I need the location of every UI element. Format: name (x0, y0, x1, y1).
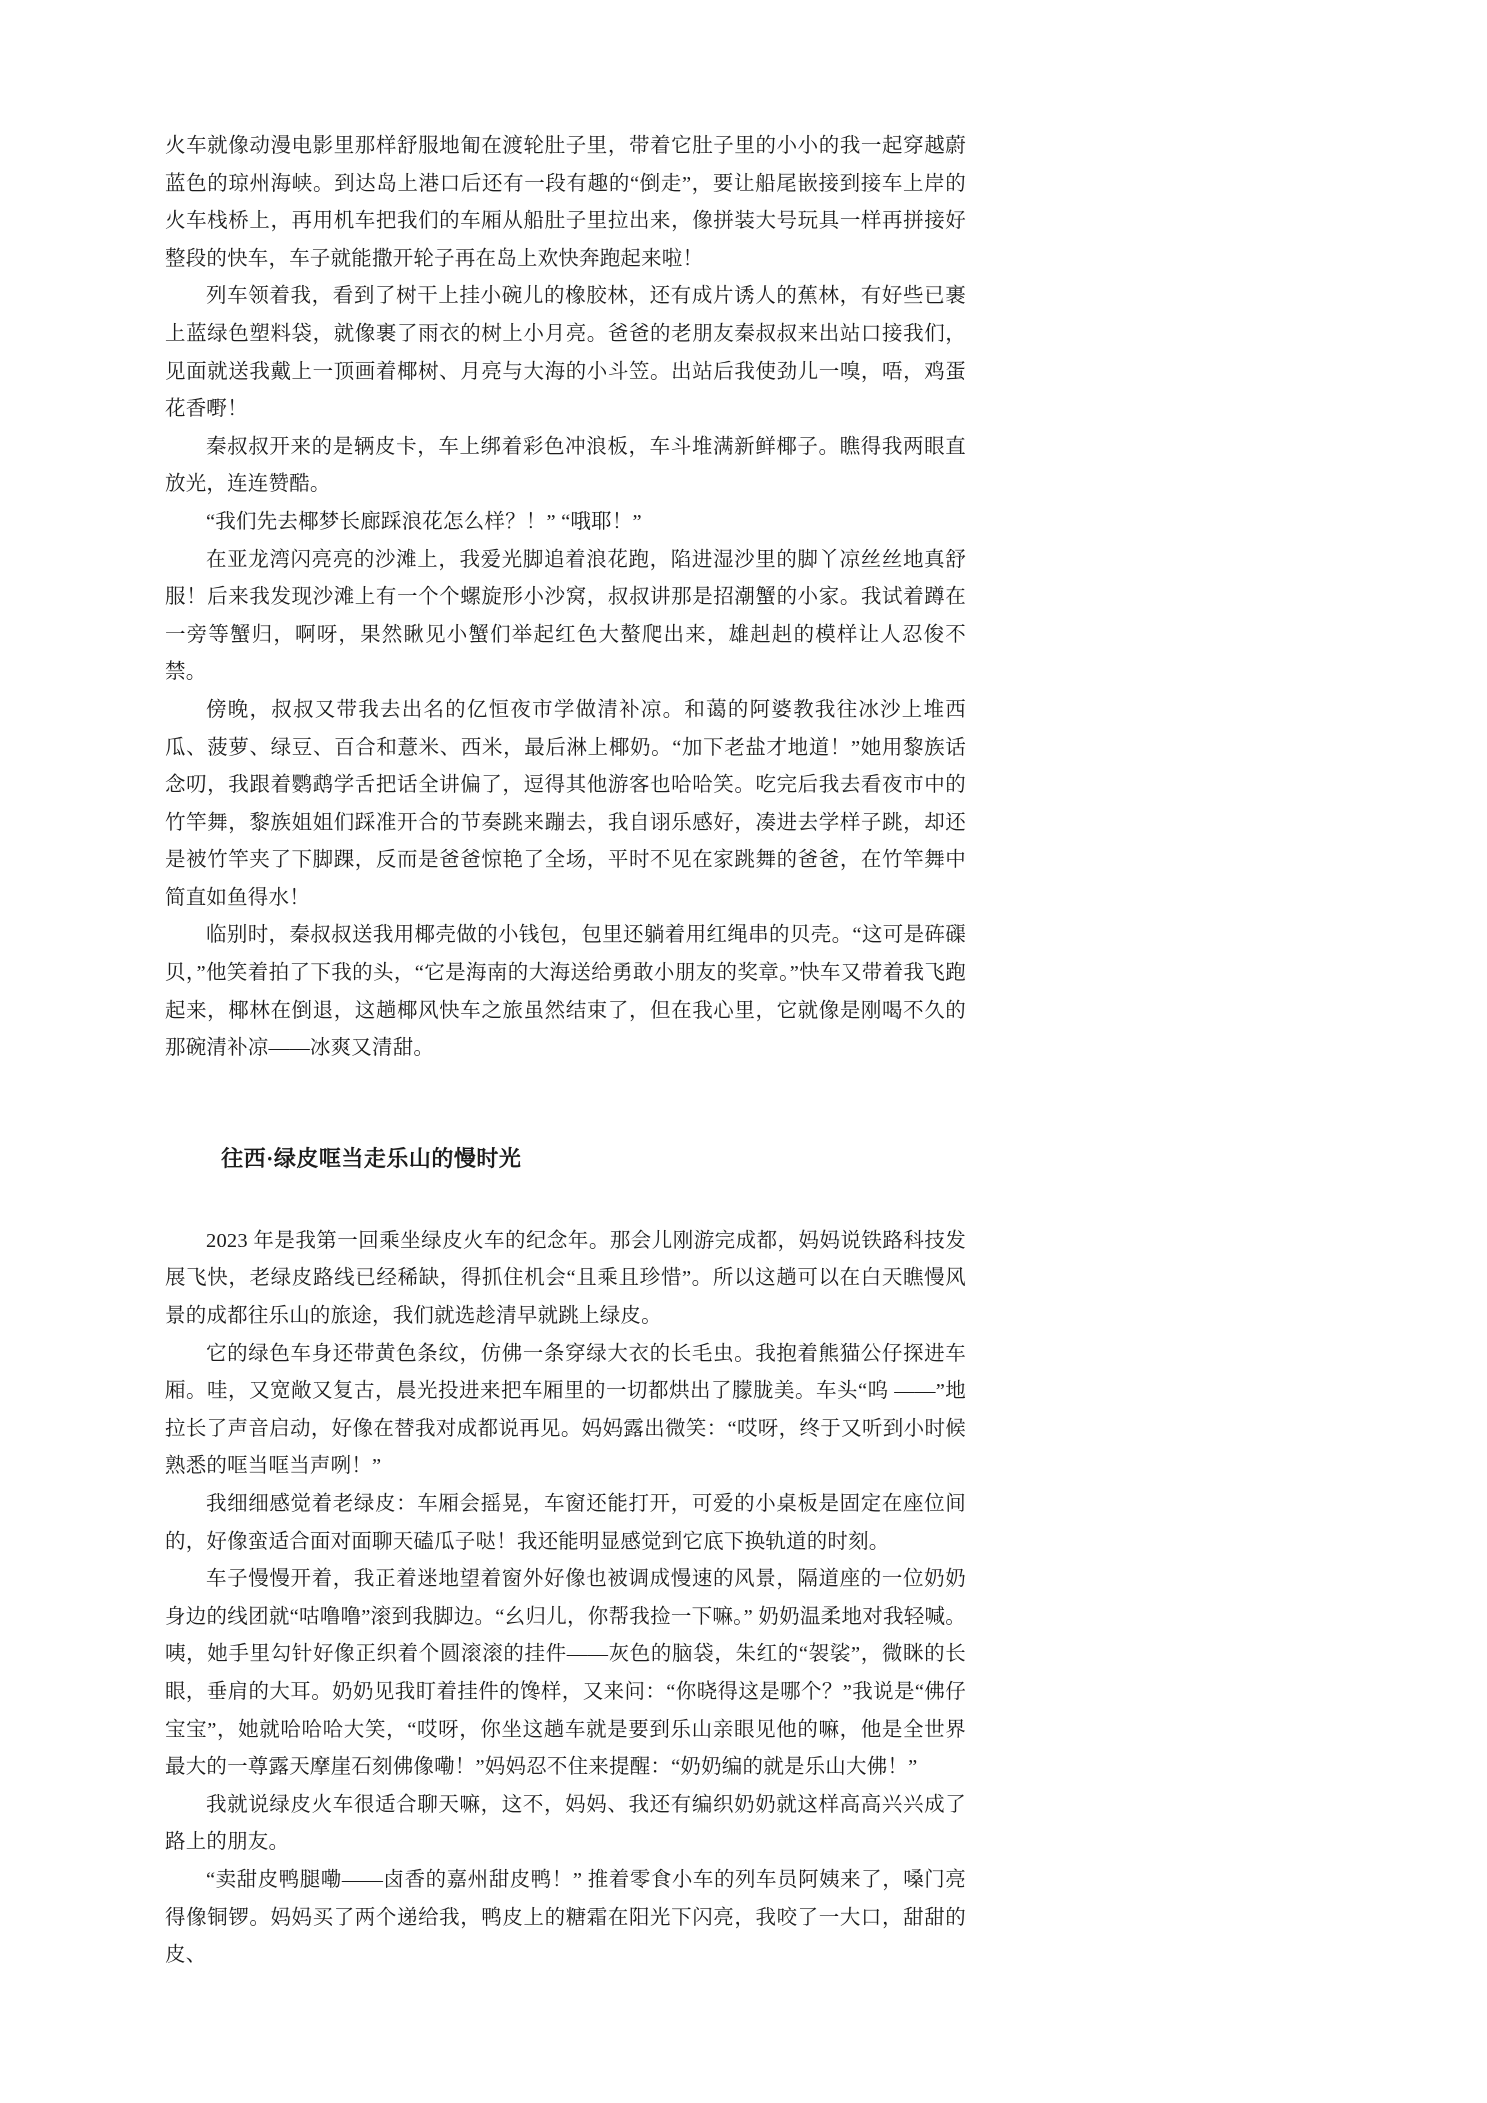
paragraph: “卖甜皮鸭腿嘞——卤香的嘉州甜皮鸭！” 推着零食小车的列车员阿姨来了，嗓门亮得像铜锣。妈妈买了两个递给我，鸭皮上的糖霜在阳光下闪亮，我咬了一大口，甜甜的皮、 (165, 1868, 966, 1967)
section-heading: 往西·绿皮哐当走乐山的慢时光 (221, 1145, 522, 1171)
paragraph-continuation: 火车就像动漫电影里那样舒服地匍在渡轮肚子里，带着它肚子里的小小的我一起穿越蔚蓝色的琼州海峡。到达岛上港口后还有一段有趣的“倒走”，要让船尾嵌接到接车上岸的火车栈桥上，再用机车把我们的车厢从船肚子里拉出来，像拼装大号玩具一样再拼接好整段的快车，车子就能撒开轮子再在岛上欢快奔跑起来啦！ (165, 135, 966, 270)
paragraph: 临别时，秦叔叔送我用椰壳做的小钱包，包里还躺着用红绳串的贝壳。“这可是砗磲贝，”他笑着拍了下我的头，“它是海南的大海送给勇敢小朋友的奖章。”快车又带着我飞跑起来，椰林在倒退，这趟椰风快车之旅虽然结束了，但在我心里，它就像是刚喝不久的那碗清补凉——冰爽又清甜。 (165, 924, 966, 1060)
paragraph: 我细细感觉着老绿皮：车厢会摇晃，车窗还能打开，可爱的小桌板是固定在座位间的，好像蛮适合面对面聊天磕瓜子哒！我还能明显感觉到它底下换轨道的时刻。 (165, 1493, 966, 1553)
paragraph: 在亚龙湾闪亮亮的沙滩上，我爱光脚追着浪花跑，陷进湿沙里的脚丫凉丝丝地真舒服！后来我发现沙滩上有一个个螺旋形小沙窝，叔叔讲那是招潮蟹的小家。我试着蹲在一旁等蟹归，啊呀，果然瞅见小蟹们举起红色大螯爬出来，雄赳赳的模样让人忍俊不禁。 (165, 548, 966, 684)
text-column (165, 128, 966, 1975)
paragraph: 傍晚，叔叔又带我去出名的亿恒夜市学做清补凉。和蔼的阿婆教我往冰沙上堆西瓜、菠萝、绿豆、百合和薏米、西米，最后淋上椰奶。“加下老盐才地道！”她用黎族话念叨，我跟着鹦鹉学舌把话全讲偏了，逗得其他游客也哈哈笑。吃完后我去看夜市中的竹竿舞，黎族姐姐们踩准开合的节奏跳来蹦去，我自诩乐感好，凑进去学样子跳，却还是被竹竿夹了下脚踝，反而是爸爸惊艳了全场，平时不见在家跳舞的爸爸，在竹竿舞中简直如鱼得水！ (165, 698, 966, 909)
paragraph-dialogue: “我们先去椰梦长廊踩浪花怎么样？！” “哦耶！” (206, 510, 642, 533)
paragraph: 车子慢慢开着，我正着迷地望着窗外好像也被调成慢速的风景，隔道座的一位奶奶身边的线团就“咕噜噜”滚到我脚边。“幺归儿，你帮我捡一下嘛。” 奶奶温柔地对我轻喊。咦，她手里勾针好像正织着个圆滚滚的挂件——灰色的脑袋，朱红的“袈裟”，微眯的长眼，垂肩的大耳。奶奶见我盯着挂件的馋样，又来问：“你晓得这是哪个？”我说是“佛仔宝宝”，她就哈哈哈大笑，“哎呀，你坐这趟车就是要到乐山亲眼见他的嘛，他是全世界最大的一尊露天摩崖石刻佛像嘞！”妈妈忍不住来提醒：“奶奶编的就是乐山大佛！” (165, 1568, 966, 1779)
paragraph: 2023 年是我第一回乘坐绿皮火车的纪念年。那会儿刚游完成都，妈妈说铁路科技发展飞快，老绿皮路线已经稀缺，得抓住机会“且乘且珍惜”。所以这趟可以在白天瞧慢风景的成都往乐山的旅途，我们就选趁清早就跳上绿皮。 (165, 1229, 966, 1328)
paragraph: 我就说绿皮火车很适合聊天嘛，这不，妈妈、我还有编织奶奶就这样高高兴兴成了路上的朋友。 (165, 1793, 966, 1854)
paragraph: 它的绿色车身还带黄色条纹，仿佛一条穿绿大衣的长毛虫。我抱着熊猫公仔探进车厢。哇，又宽敞又复古，晨光投进来把车厢里的一切都烘出了朦胧美。车头“呜 ——”地拉长了声音启动，好像在替我对成都说再见。妈妈露出微笑：“哎呀，终于又听到小时候熟悉的哐当哐当声咧！” (165, 1342, 966, 1478)
paragraph: 列车领着我，看到了树干上挂小碗儿的橡胶林，还有成片诱人的蕉林，有好些已裹上蓝绿色塑料袋，就像裹了雨衣的树上小月亮。爸爸的老朋友秦叔叔来出站口接我们，见面就送我戴上一顶画着椰树、月亮与大海的小斗笠。出站后我使劲儿一嗅，唔，鸡蛋花香嘢！ (165, 285, 966, 421)
paragraph: 秦叔叔开来的是辆皮卡，车上绑着彩色冲浪板，车斗堆满新鲜椰子。瞧得我两眼直放光，连连赞酷。 (165, 435, 966, 496)
